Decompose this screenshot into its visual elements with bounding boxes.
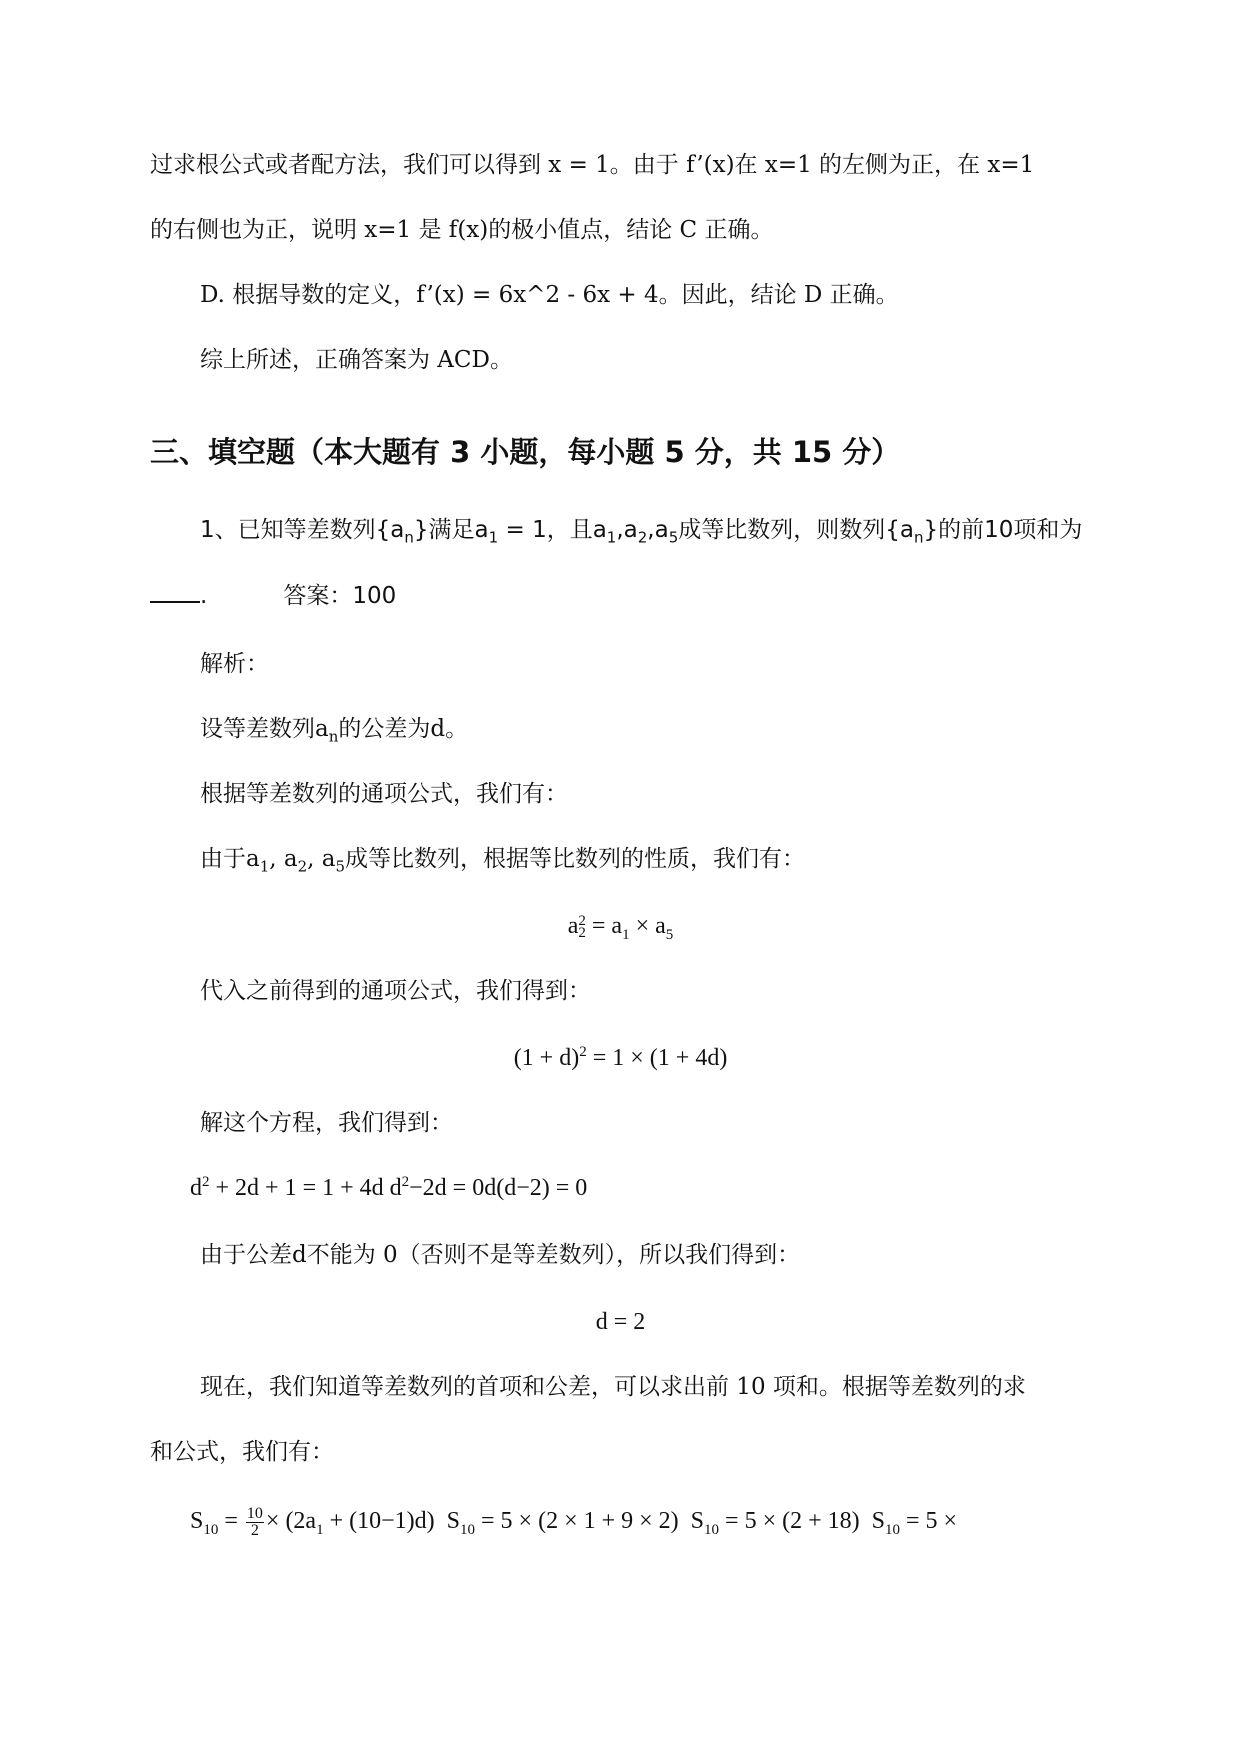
question-1-text	[200, 514, 1082, 546]
eq-text: = a	[585, 913, 623, 939]
section-heading: 三、填空题（本大题有 3 小题，每小题 5 分，共 15 分）	[150, 435, 901, 469]
question-1-answer-line	[150, 579, 396, 612]
eq-text: −2d = 0d(d−2) = 0	[409, 1175, 588, 1201]
sup: 2	[579, 1044, 587, 1060]
sum-equation	[190, 1505, 957, 1539]
denominator: 2	[250, 1521, 259, 1539]
q1-comma: ,a	[647, 517, 669, 543]
q1-comma: ,a	[616, 517, 638, 543]
set-d-line	[200, 713, 468, 745]
eq-text: S	[446, 1508, 460, 1534]
text: 设等差数列a	[200, 716, 329, 742]
eq-text: S	[871, 1508, 885, 1534]
equation-2	[0, 1042, 1241, 1074]
paragraph-line: 过求根公式或者配方法，我们可以得到 x = 1。由于 f’(x)在 x=1 的左侧为正，在 x=1	[150, 152, 1035, 178]
sub: 5	[665, 926, 674, 943]
eq-text: = 5 × (2 × 1 + 9 × 2)	[475, 1508, 679, 1534]
text: 由于a	[200, 846, 260, 872]
sub: 2	[297, 857, 308, 876]
equation-3	[190, 1172, 587, 1204]
sub: 5	[335, 857, 346, 876]
paragraph-line: 的右侧也为正，说明 x=1 是 f(x)的极小值点，结论 C 正确。	[150, 217, 774, 243]
text: 的公差为d。	[338, 716, 469, 742]
text: , a	[269, 846, 298, 872]
blank-tail: .	[200, 583, 208, 609]
sup: 2	[401, 1174, 410, 1190]
sup: 2	[578, 913, 586, 930]
q1-cond: }满足a	[413, 517, 489, 543]
sub: 10	[460, 1521, 475, 1538]
q1-sub: 1	[488, 528, 499, 547]
fraction	[246, 1506, 264, 1539]
eq-text: S	[190, 1508, 204, 1534]
eq-text: + (10−1)d)	[323, 1508, 435, 1534]
eq-text: (1 + d)	[513, 1045, 580, 1071]
equation-1	[0, 910, 1241, 942]
answer-text: 答案：100	[283, 583, 397, 609]
summary-line: 综上所述，正确答案为 ACD。	[200, 347, 513, 373]
q1-sub: n	[913, 528, 924, 547]
eq-text: × a	[629, 913, 666, 939]
sub: 1	[316, 1521, 324, 1538]
sub: 1	[622, 926, 630, 943]
sub: 10	[203, 1521, 219, 1538]
eq-text: =	[218, 1508, 244, 1534]
text: , a	[307, 846, 336, 872]
q1-sub: n	[404, 528, 414, 547]
eq-text: × (2a	[265, 1508, 317, 1534]
text: 成等比数列，根据等比数列的性质，我们有：	[345, 846, 806, 872]
q1-sub: 5	[668, 528, 679, 547]
eq-text: d	[190, 1175, 202, 1201]
q1-cond: = 1，且a	[498, 517, 607, 543]
q1-suffix: }的前10项和为	[923, 517, 1083, 543]
eq-text: + 2d + 1 = 1 + 4d d	[209, 1175, 402, 1201]
eq-text: = 5 ×	[899, 1508, 958, 1534]
now-line-2: 和公式，我们有：	[150, 1439, 334, 1465]
answer-blank[interactable]	[150, 579, 200, 603]
numerator: 10	[246, 1504, 263, 1522]
eq-text: a	[567, 913, 579, 939]
sub: 10	[884, 1521, 900, 1538]
sub: 10	[704, 1521, 720, 1538]
solve-line: 解这个方程，我们得到：	[200, 1110, 453, 1136]
now-line-1: 现在，我们知道等差数列的首项和公差，可以求出前 10 项和。根据等差数列的求	[200, 1374, 1026, 1400]
eq-text: S	[690, 1508, 705, 1534]
q1-sub: 1	[606, 528, 617, 547]
eq-text: = 1 × (1 + 4d)	[586, 1045, 728, 1071]
substitute-line: 代入之前得到的通项公式，我们得到：	[200, 978, 591, 1004]
q1-prefix: 1、已知等差数列{a	[200, 517, 405, 543]
solution-label: 解析：	[200, 651, 269, 677]
general-term-line: 根据等差数列的通项公式，我们有：	[200, 781, 568, 807]
sub: 1	[259, 857, 270, 876]
nonzero-line: 由于公差d不能为 0（否则不是等差数列），所以我们得到：	[200, 1242, 801, 1268]
sub: n	[328, 727, 339, 746]
sup-sub	[578, 913, 586, 942]
d-value: d = 2	[595, 1309, 646, 1335]
eq-text: = 5 × (2 + 18)	[719, 1508, 860, 1534]
option-d-line: D. 根据导数的定义，f’(x) = 6x^2 - 6x + 4。因此，结论 D 正确。	[200, 282, 899, 308]
q1-sub: 2	[637, 528, 648, 547]
q1-mid: 成等比数列，则数列{a	[678, 517, 914, 543]
geometric-line	[200, 843, 805, 875]
sub: 2	[578, 925, 586, 942]
sup: 2	[202, 1174, 210, 1190]
